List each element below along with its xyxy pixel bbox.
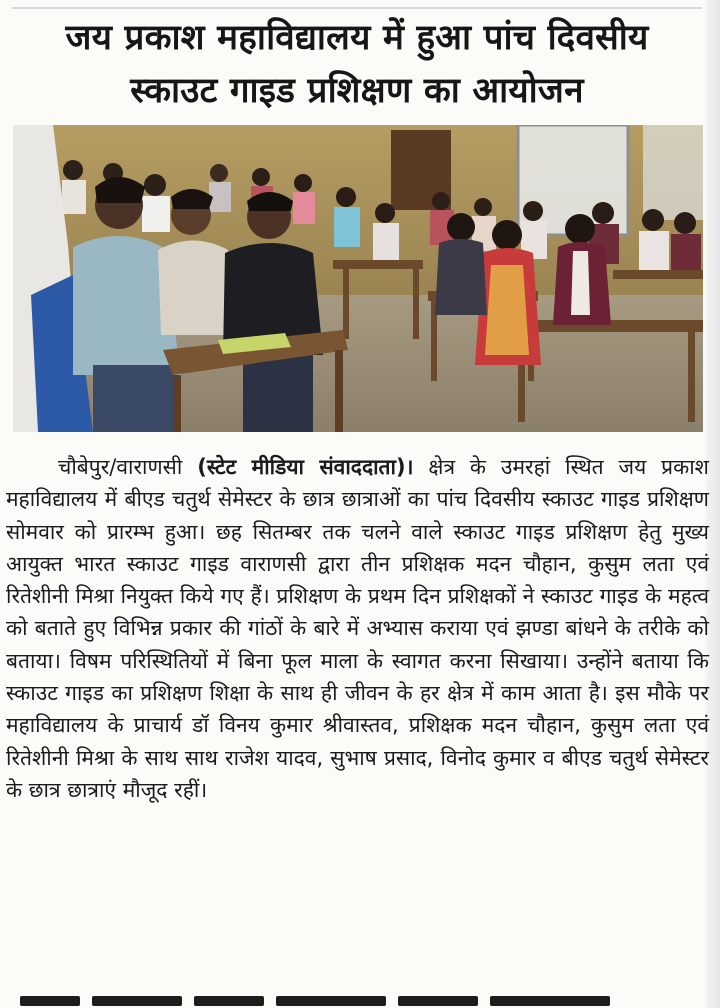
- headline: [12, 12, 702, 118]
- dateline-source: (स्टेट मीडिया संवाददाता)।: [197, 455, 414, 479]
- article-body: [6, 451, 709, 806]
- cropped-next-headline: [20, 986, 700, 1008]
- classroom-training-photo: [13, 125, 703, 432]
- headline-line-2: स्काउट गाइड प्रशिक्षण का आयोजन: [130, 71, 584, 111]
- photo-illustration: [13, 125, 703, 432]
- dateline-place: चौबेपुर/वाराणसी: [58, 455, 183, 479]
- article-text: क्षेत्र के उमरहां स्थित जय प्रकाश महाविद्यालय में बीएड चतुर्थ सेमेस्टर के छात्र छात्राओं का पांच दिवसीय स्काउट गाइड प्रशिक्षण सोमवार को प्रारम्भ हुआ। छह सितम्बर तक चलने वाले स्काउट गाइड प्रशिक्षण हेतु मुख्य आयुक्त भारत स्काउट गाइड वाराणसी द्वारा तीन प्रशिक्षक मदन चौहान, कुसुम लता एवं रितेशीनी मिश्रा नियुक्त किये गए हैं। प्रशिक्षण के प्रथम दिन प्रशिक्षकों ने स्काउट गाइड के महत्व को बताते हुए विभिन्न प्रकार की गांठों के बारे में अभ्यास कराया एवं झण्डा बांधने के तरीके को बताया। विषम परिस्थितियों में बिना फूल माला के स्वागत करना सिखाया। उन्होंने बताया कि स्काउट गाइड का प्रशिक्षण शिक्षा के साथ ही जीवन के हर क्षेत्र में काम आता है। इस मौके पर महाविद्यालय के प्राचार्य डॉ विनय कुमार श्रीवास्तव, प्रशिक्षक मदन चौहान, कुसुम लता एवं रितेशीनी मिश्रा के साथ साथ राजेश यादव, सुभाष प्रसाद, विनोद कुमार व बीएड चतुर्थ सेमेस्टर के छात्र छात्राएं मौजूद रहीं।: [6, 455, 709, 802]
- headline-line-1: जय प्रकाश महाविद्यालय में हुआ पांच दिवसीय: [65, 18, 649, 58]
- top-rule: [12, 0, 702, 9]
